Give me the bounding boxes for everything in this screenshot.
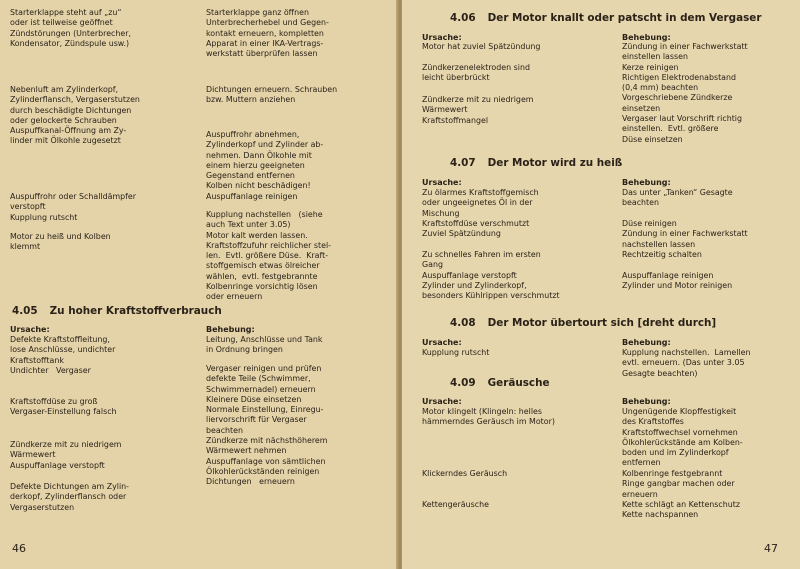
fix-text: Das unter „Tanken“ Gesagte beachten <box>622 188 733 208</box>
fix-label: Behebung: <box>206 325 255 334</box>
cause-text: Nebenluft am Zylinderkopf, Zylinderflansch, Vergaserstutzen durch beschädigte Dichtungen oder gelockerte Schrauben Auspuffkanal-Öffnung am Zy- linder mit Ölkohle zugesetzt <box>10 85 140 146</box>
fix-label: Behebung: <box>622 33 671 42</box>
section-title: Der Motor wird zu heiß <box>487 157 623 169</box>
cause-text: Auspuffrohr oder Schalldämpfer verstopft Kupplung rutscht <box>10 192 137 222</box>
cause-text: Kettengeräusche <box>422 500 489 509</box>
section-title: Zu hoher Kraftstoffverbrauch <box>49 305 222 317</box>
fix-text: Kupplung nachstellen. Lamellen evtl. erneuern. (Das unter 3.05 Gesagte beachten) <box>622 348 751 378</box>
section-heading-4-06 <box>450 12 761 24</box>
section-heading-4-07 <box>450 157 622 169</box>
section-heading-4-05 <box>12 305 222 317</box>
cause-label: Ursache: <box>422 338 462 347</box>
section-title: Der Motor übertourt sich [dreht durch] <box>487 317 717 329</box>
fix-text: Kupplung nachstellen (siehe auch Text unter 3.05) Motor kalt werden lassen. Kraftstoffzufuhr reichlicher stel- len. Evtl. größere Düse. Kraft- stoffgemisch etwas ölreicher wählen, evtl. festgebrannte Kolbenringe vorsichtig lösen oder erneuern <box>206 210 332 302</box>
cause-text: Motor zu heiß und Kolben klemmt <box>10 232 111 252</box>
cause-text: Motor hat zuviel Spätzündung <box>422 42 541 51</box>
cause-label: Ursache: <box>422 33 462 42</box>
section-number: 4.05 <box>12 305 38 317</box>
fix-text: Auspuffanlage reinigen Zylinder und Motor reinigen <box>622 271 733 291</box>
section-number: 4.07 <box>450 157 476 169</box>
cause-text: Zündkerzenelektroden sind leicht überbrückt <box>422 63 530 83</box>
cause-text: Defekte Kraftstoffleitung, lose Anschlüsse, undichter Kraftstofftank Undichter Vergaser <box>10 335 116 375</box>
fix-text: Starterklappe ganz öffnen Unterbrecherhebel und Gegen- kontakt erneuern, kompletten Apparat in einer IKA-Vertrags- werkstatt überprüfen lassen <box>206 8 329 59</box>
fix-label: Behebung: <box>622 397 671 406</box>
fix-text: Zündung in einer Fachwerkstatt einstellen lassen Kerze reinigen Richtigen Elektrodenabstand (0,4 mm) beachten Vorgeschriebene Zündkerze einsetzen Vergaser laut Vorschrift richtig einstellen. Evtl. größere Düse einsetzen <box>622 42 748 144</box>
fix-text: Kette schlägt an Kettenschutz Kette nachspannen <box>622 500 740 520</box>
section-number: 4.08 <box>450 317 476 329</box>
fix-text: Dichtungen erneuern. Schrauben bzw. Muttern anziehen <box>206 85 338 105</box>
cause-text: Zündkerze mit zu niedrigem Wärmewert Kraftstoffmangel <box>422 95 534 125</box>
cause-label: Ursache: <box>10 325 50 334</box>
fix-label: Behebung: <box>622 178 671 187</box>
page-number: 46 <box>12 542 26 555</box>
cause-text: Starterklappe steht auf „zu“ oder ist teilweise geöffnet Zündstörungen (Unterbrecher, Kondensator, Zündspule usw.) <box>10 8 131 48</box>
section-heading-4-08 <box>450 317 716 329</box>
fix-text: Ungenügende Klopffestigkeit des Kraftstoffes Kraftstoffwechsel vornehmen Ölkohlerückstände am Kolben- boden und im Zylinderkopf entfernen <box>622 407 743 468</box>
cause-label: Ursache: <box>422 397 462 406</box>
cause-text: Zu schnelles Fahren im ersten Gang Auspuffanlage verstopft Zylinder und Zylinderkopf, besonders Kühlrippen verschmutzt <box>422 250 560 301</box>
cause-text: Kraftstoffdüse zu groß Vergaser-Einstellung falsch <box>10 397 117 417</box>
fix-text: Leitung, Anschlüsse und Tank in Ordnung bringen <box>206 335 323 355</box>
cause-text: Zu ölarmes Kraftstoffgemisch oder ungeeignetes Öl in der Mischung Kraftstoffdüse verschmutzt Zuviel Spätzündung <box>422 188 539 239</box>
cause-label: Ursache: <box>422 178 462 187</box>
section-number: 4.06 <box>450 12 476 24</box>
fix-text: Auspuffrohr abnehmen, Zylinderkopf und Zylinder ab- nehmen. Dann Ölkohle mit einem hierzu geeigneten Gegenstand entfernen Kolben nicht beschädigen! Auspuffanlage reinigen <box>206 130 324 201</box>
fix-text: Vergaser reinigen und prüfen defekte Teile (Schwimmer, Schwimmernadel) erneuern Kleinere Düse einsetzen Normale Einstellung, Einregu- liervorschrift für Vergaser beachten Zündkerze mit nächsthöherem Wärmewert nehmen Auspuffanlage von sämtlichen Ölkohlerückständen reinigen Dichtungen erneuern <box>206 364 328 487</box>
section-heading-4-09 <box>450 377 550 389</box>
section-title: Geräusche <box>487 377 550 389</box>
cause-text: Klickerndes Geräusch <box>422 469 508 478</box>
cause-text: Zündkerze mit zu niedrigem Wärmewert Auspuffanlage verstopft <box>10 440 122 470</box>
section-title: Der Motor knallt oder patscht in dem Vergaser <box>487 12 762 24</box>
cause-text: Kupplung rutscht <box>422 348 490 357</box>
cause-text: Defekte Dichtungen am Zylin- derkopf, Zylinderflansch oder Vergaserstutzen <box>10 482 130 512</box>
fix-label: Behebung: <box>622 338 671 347</box>
fix-text: Düse reinigen Zündung in einer Fachwerkstatt nachstellen lassen Rechtzeitig schalten <box>622 219 748 259</box>
section-number: 4.09 <box>450 377 476 389</box>
fix-text: Kolbenringe festgebrannt Ringe gangbar machen oder erneuern <box>622 469 735 499</box>
left-page <box>0 0 398 569</box>
page-number: 47 <box>764 542 778 555</box>
cause-text: Motor klingelt (Klingeln: helles hämmerndes Geräusch im Motor) <box>422 407 555 427</box>
right-page <box>402 0 800 569</box>
